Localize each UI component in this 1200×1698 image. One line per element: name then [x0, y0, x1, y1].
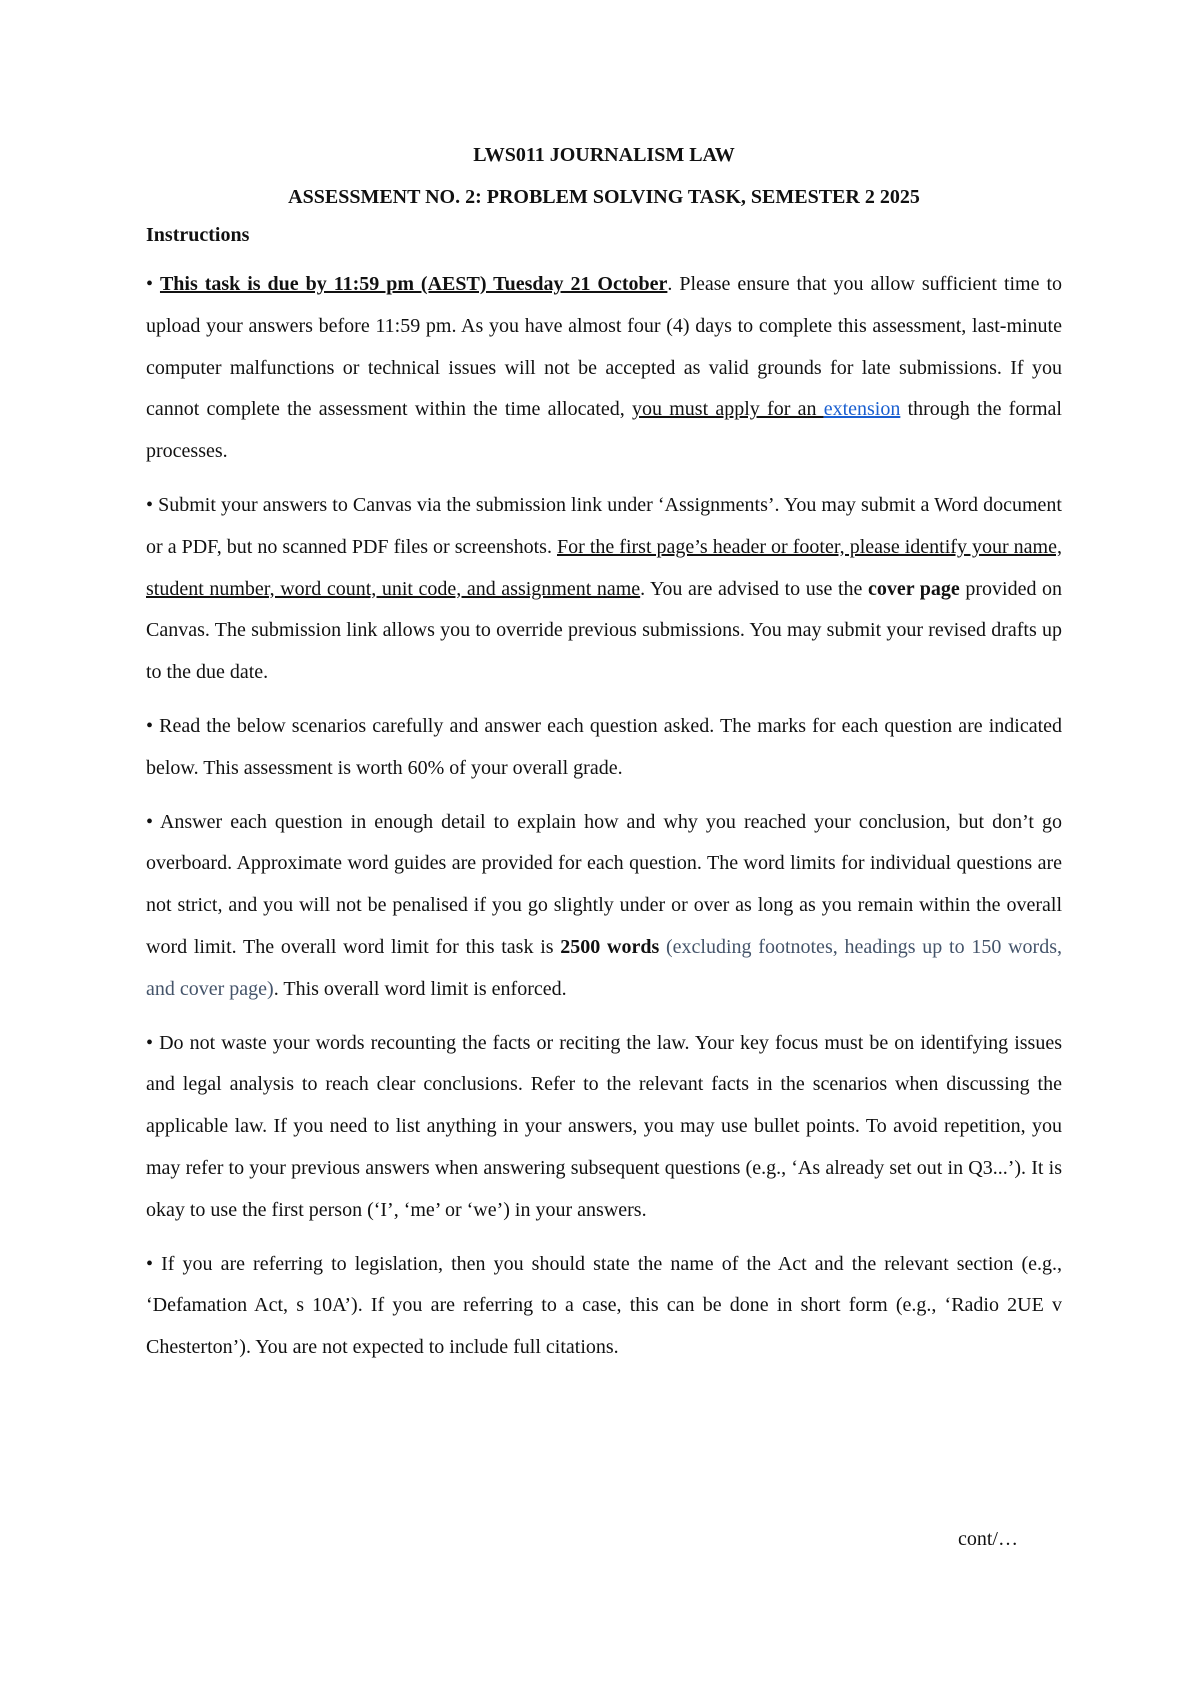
bullet: • [146, 810, 154, 833]
instruction-paragraph-citations: • If you are referring to legislation, then you should state the name of the Act and the relevant section (e.g., ‘Defamation Act, s 10A’). If you are referring to a case, this can be done in short form (e.g., ‘Radio 2UE v Chesterton’). You are not expected to include full citations. [146, 1252, 1063, 1359]
instruction-paragraph-focus: • Do not waste your words recounting the facts or reciting the law. Your key focus must be on identifying issues and legal analysis to reach clear conclusions. Refer to the relevant facts in the scenarios when discussing the applicable law. If you need to list anything in your answers, you may use bullet points. To avoid repetition, you may refer to your previous answers when answering subsequent questions (e.g., ‘As already set out in Q3...’). It is okay to use the first person (‘I’, ‘me’ or ‘we’) in your answers. [146, 1031, 1062, 1221]
bullet: • [146, 1252, 154, 1275]
instructions-heading: Instructions [146, 224, 250, 246]
due-date-text: This task is due by 11:59 pm (AEST) Tuesday 21 October [159, 273, 668, 295]
instruction-paragraph-scenarios: • Read the below scenarios carefully and answer each question asked. The marks for each question are indicated below. This assessment is worth 60% of your overall grade. [146, 714, 1062, 779]
cover-page-text: cover page [867, 577, 960, 600]
apply-text: you must apply for an [632, 398, 824, 421]
instruction-paragraph-submission: • Submit your answers to Canvas via the submission link under ‘Assignments’. You may submit a Word document or a PDF, but no scanned PDF files or screenshots. For the first page’s header or footer, please identify your name, student number, word count, unit code, and assignment name. You are advised to use the cover page provided on Canvas. The submission link allows you to override previous submissions. You may submit your revised drafts up to the due date. [146, 493, 1063, 684]
document-subtitle: ASSESSMENT NO. 2: PROBLEM SOLVING TASK, SEMESTER 2 2025 [288, 186, 920, 208]
bullet: • [146, 1031, 154, 1054]
instruction-paragraph-due-date: • This task is due by 11:59 pm (AEST) Tuesday 21 October. Please ensure that you allow sufficient time to upload your answers before 11:59 pm. As you have almost four (4) days to complete this assessment, last-minute computer malfunctions or technical issues will not be accepted as valid grounds for late submissions. If you cannot complete the assessment within the time allocated, you must apply for an extension through the formal processes. [146, 273, 1062, 463]
bullet: • [146, 493, 154, 516]
word-limit-text: 2500 words [560, 935, 660, 958]
extension-link[interactable]: extension [823, 398, 901, 421]
exclusions-text: (excluding footnotes, headings up to 150 words, and cover page) [146, 935, 1062, 1000]
document-title: LWS011 JOURNALISM LAW [473, 144, 735, 166]
identify-details-text: For the first page’s header or footer, please identify your name, student number, word count, unit code, and assignment name [146, 535, 1062, 600]
bullet: • [146, 714, 154, 737]
continued-marker: cont/… [958, 1528, 1018, 1550]
bullet: • [146, 273, 154, 295]
instruction-paragraph-word-limit: • Answer each question in enough detail to explain how and why you reached your conclusion, but don’t go overboard. Approximate word guides are provided for each question. The word limits for individual questions are not strict, and you will not be penalised if you go slightly under or over as long as you remain within the overall word limit. The overall word limit for this task is 2500 words (excluding footnotes, headings up to 150 words, and cover page). This overall word limit is enforced. [146, 810, 1063, 1000]
